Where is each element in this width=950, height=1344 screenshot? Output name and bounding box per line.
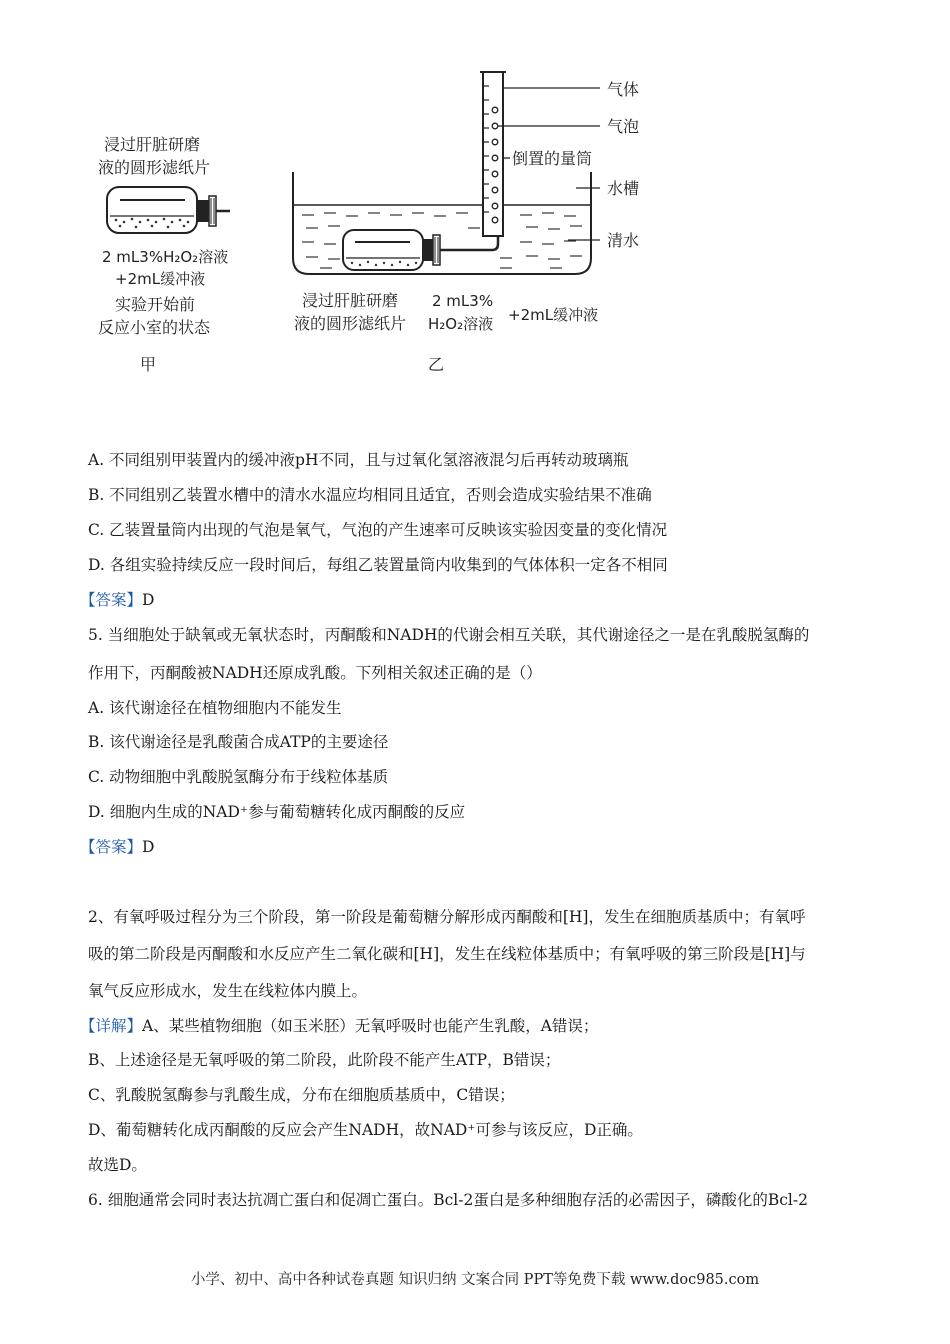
yi-label-h2o2-2: H₂O₂溶液 [428,315,494,333]
q4-answer-tag: 【答案】 [80,591,143,609]
yi-label-gas: 气体 [607,80,640,99]
jia-caption-2: 反应小室的状态 [98,318,211,337]
page-footer: 小学、初中、高中各种试卷真题 知识归纳 文案合同 PPT等免费下载 www.doc985.com [190,1272,760,1288]
yi-label-paper-1: 浸过肝脏研磨 [302,291,399,310]
jia-apparatus [107,187,230,233]
q4-option-a: A. 不同组别甲装置内的缓冲液pH不同，且与过氧化氢溶液混匀后再转动玻璃瓶 [88,451,629,469]
q4-answer-value: D [142,591,155,609]
analysis-line-3: 氧气反应形成水，发生在线粒体内膜上。 [88,982,368,1000]
q5-answer [80,836,890,858]
detail-line-b: B、上述途径是无氧呼吸的第二阶段，此阶段不能产生ATP，B错误； [88,1051,561,1069]
jia-name: 甲 [140,355,157,374]
detail-line-d: D、葡萄糖转化成丙酮酸的反应会产生NADH，故NAD⁺可参与该反应，D正确。 [88,1121,643,1139]
q5-answer-tag: 【答案】 [80,838,143,856]
q4-answer [80,589,890,611]
q5-stem-1: 5. 当细胞处于缺氧或无氧状态时，丙酮酸和NADH的代谢会相互关联，其代谢途径之一是在乳酸脱氢酶的 [88,626,810,644]
jia-caption-1: 实验开始前 [115,295,196,314]
q5-stem-2: 作用下，丙酮酸被NADH还原成乳酸。下列相关叙述正确的是（） [88,664,542,682]
detail-tag: 【详解】 [80,1017,143,1035]
q6-stem-1: 6. 细胞通常会同时表达抗凋亡蛋白和促凋亡蛋白。Bcl-2蛋白是多种细胞存活的必需因子，磷酸化的Bcl-2 [88,1191,808,1209]
jia-label-solution-2: +2mL缓冲液 [115,270,206,288]
q5-option-b: B. 该代谢途径是乳酸菌合成ATP的主要途径 [88,733,389,751]
q4-option-d: D. 各组实验持续反应一段时间后，每组乙装置量筒内收集到的气体体积一定各不相同 [88,556,668,574]
detail-conclusion: 故选D。 [88,1156,147,1174]
q4-option-b: B. 不同组别乙装置水槽中的清水水温应均相同且适宜，否则会造成实验结果不准确 [88,486,652,504]
detail-a-text: A、某些植物细胞（如玉米胚）无氧呼吸时也能产生乳酸，A错误； [142,1017,599,1035]
jia-label-paper-2: 液的圆形滤纸片 [98,158,211,177]
yi-label-buffer: +2mL缓冲液 [508,306,599,324]
q5-option-d: D. 细胞内生成的NAD⁺参与葡萄糖转化成丙酮酸的反应 [88,803,466,821]
detail-line-c: C、乳酸脱氢酶参与乳酸生成，分布在细胞质基质中，C错误； [88,1086,515,1104]
q5-answer-value: D [142,838,155,856]
yi-label-h2o2-1: 2 mL3% [432,292,494,310]
yi-label-bubble: 气泡 [607,117,640,136]
jia-label-solution-1: 2 mL3%H₂O₂溶液 [102,248,229,266]
q4-option-c: C. 乙装置量筒内出现的气泡是氧气，气泡的产生速率可反映该实验因变量的变化情况 [88,521,668,539]
yi-apparatus [293,72,600,274]
yi-label-paper-2: 液的圆形滤纸片 [294,314,407,333]
yi-name: 乙 [428,355,445,374]
q5-option-c: C. 动物细胞中乳酸脱氢酶分布于线粒体基质 [88,768,389,786]
q5-option-a: A. 该代谢途径在植物细胞内不能发生 [88,699,342,717]
experiment-figure [80,60,720,390]
analysis-line-2: 吸的第二阶段是丙酮酸和水反应产生二氧化碳和[H]，发生在线粒体基质中；有氧呼吸的第三阶段是[H]与 [88,945,806,963]
analysis-line-1: 2、有氧呼吸过程分为三个阶段，第一阶段是葡萄糖分解形成丙酮酸和[H]，发生在细胞质基质中；有氧呼 [88,908,806,926]
yi-label-water: 清水 [607,231,640,250]
jia-label-paper-1: 浸过肝脏研磨 [104,135,201,154]
yi-label-trough: 水槽 [607,179,640,198]
detail-line-a [80,1015,890,1037]
yi-label-cylinder: 倒置的量筒 [512,149,593,168]
